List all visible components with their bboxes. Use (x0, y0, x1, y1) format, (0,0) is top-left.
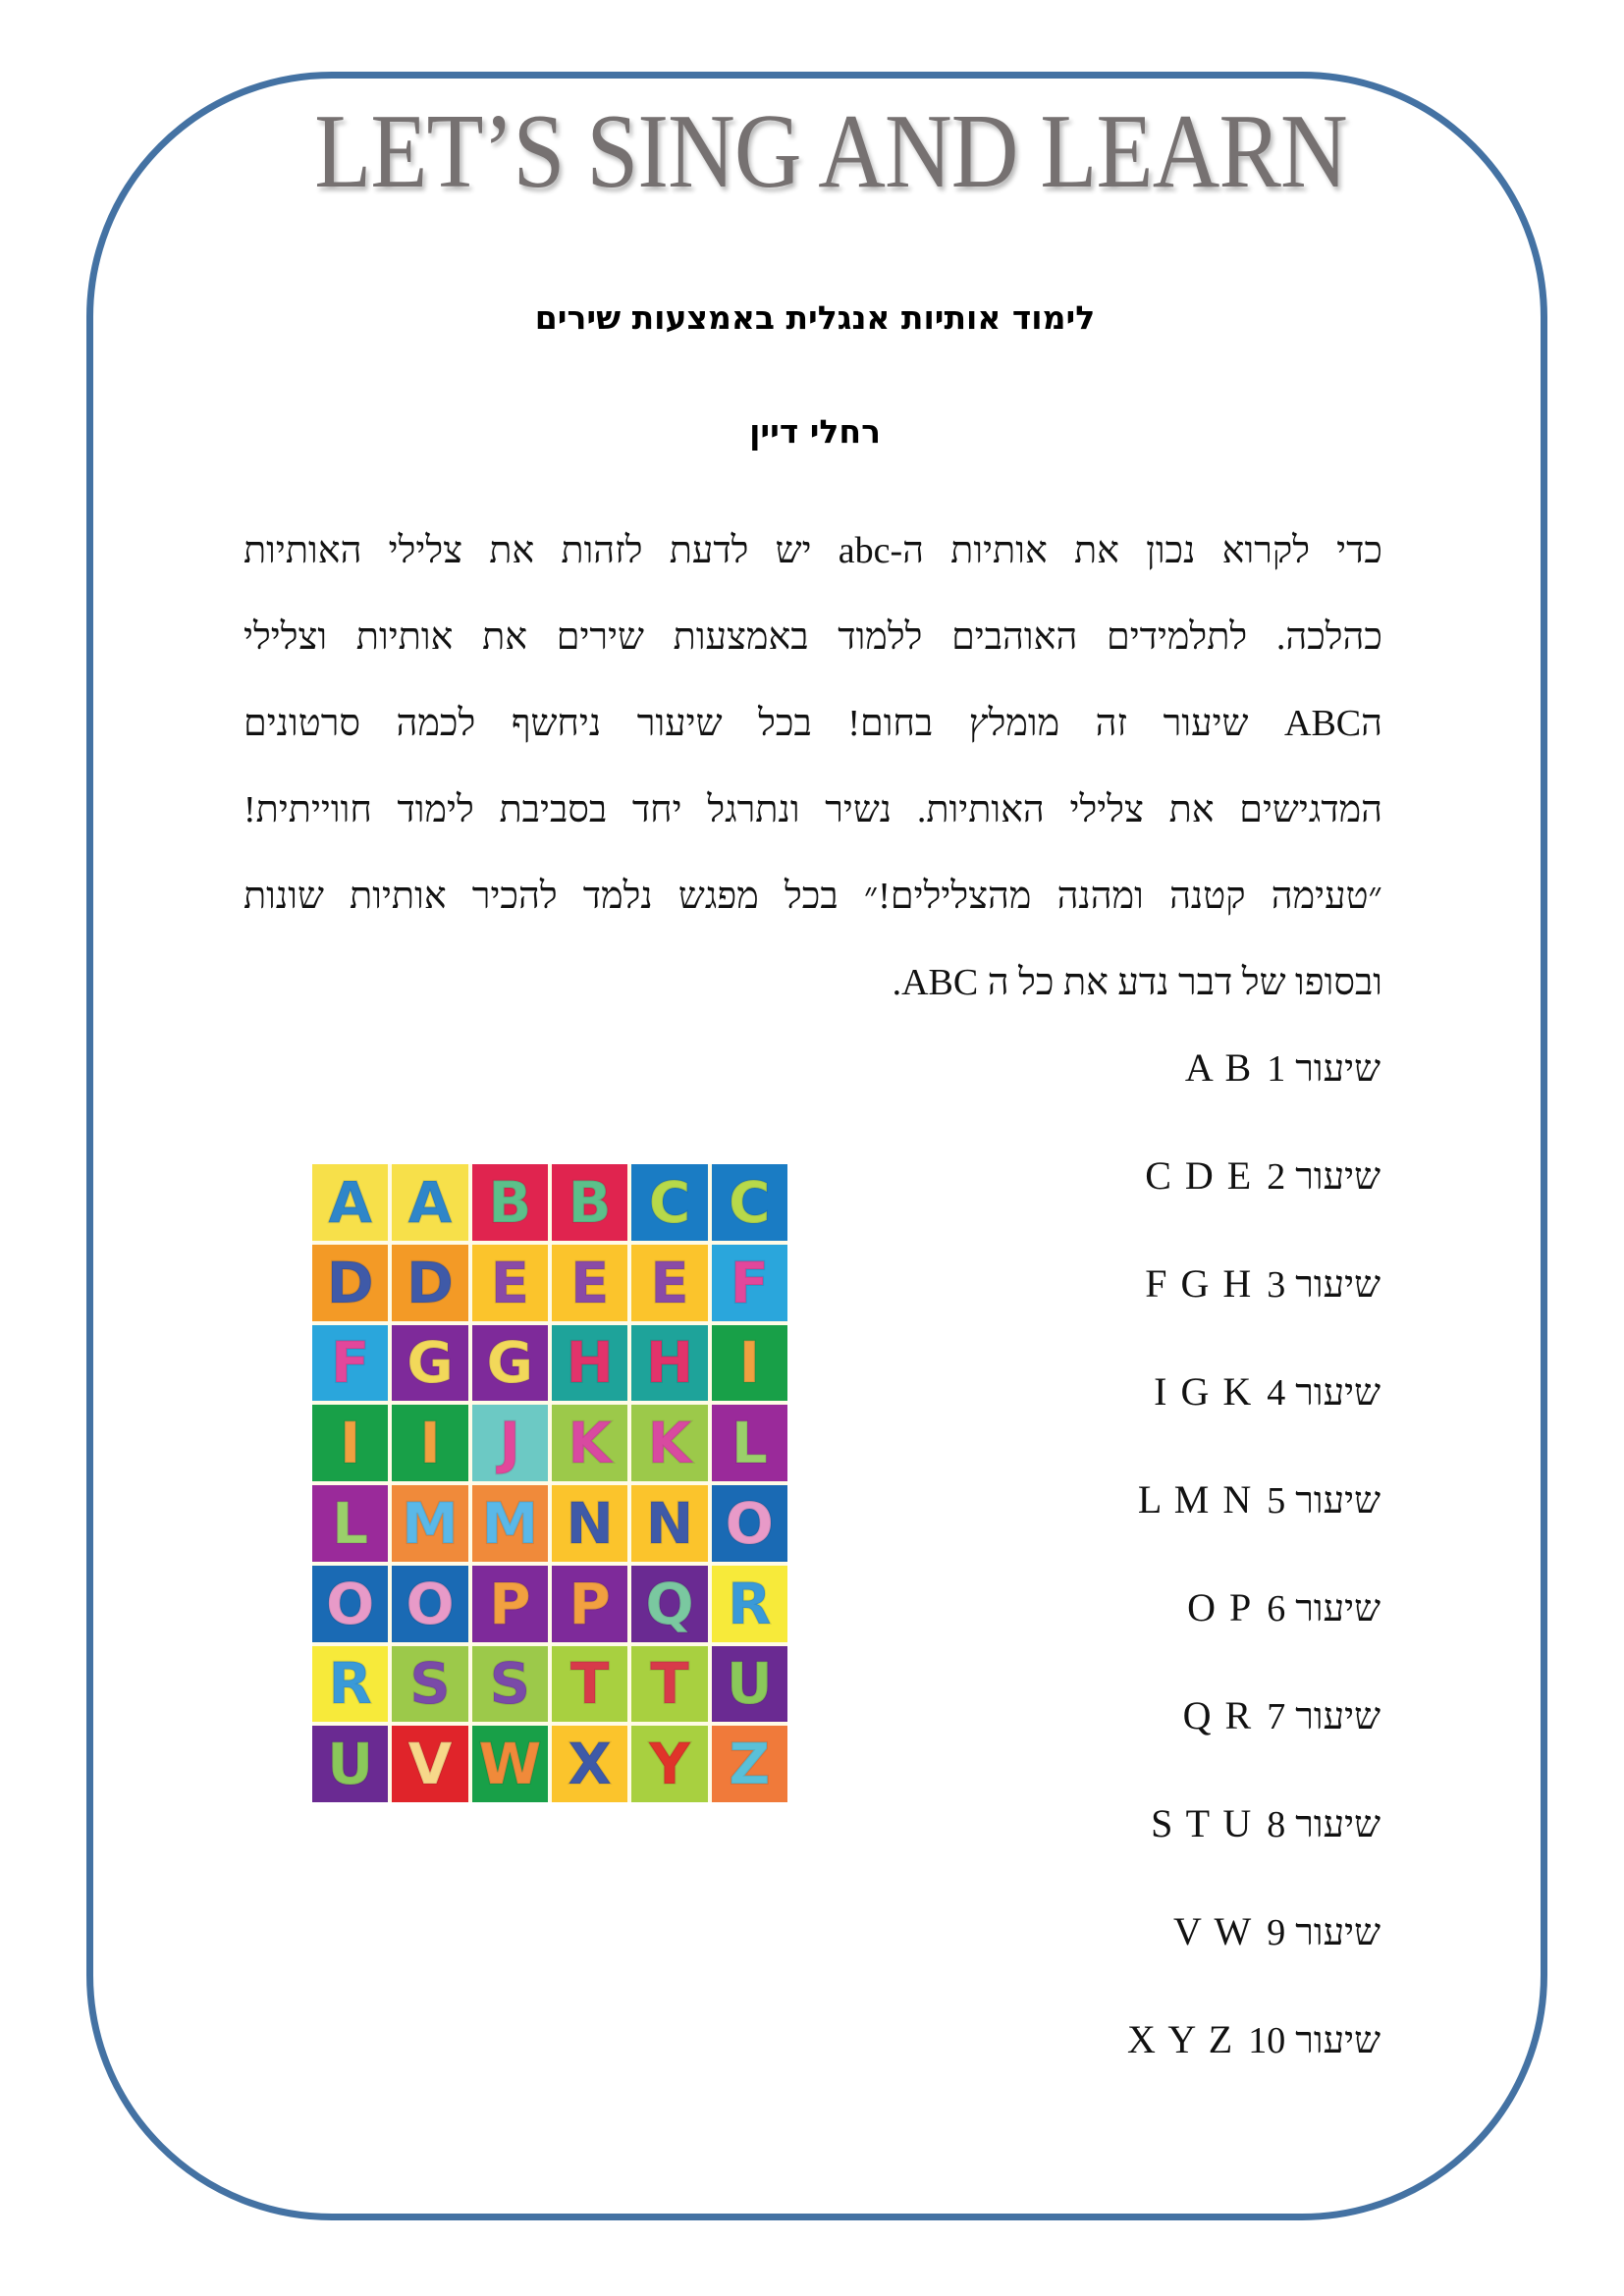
lesson-number: 9 (1267, 1912, 1286, 1953)
lesson-word: שיעור (1295, 1804, 1380, 1845)
alphabet-tiles-image (312, 1164, 787, 1802)
letter-tile: G (472, 1325, 548, 1402)
letter-tile: Q (631, 1566, 707, 1642)
paragraph-line: המדגישים את צלילי האותיות. נשיר ונתרגל יחד בסביבת לימוד חווייתית! (244, 789, 1382, 830)
letter-tile: U (712, 1646, 787, 1723)
lesson-word: שיעור (1295, 2020, 1380, 2061)
letter-tile: P (472, 1566, 548, 1642)
letter-tile: E (631, 1245, 707, 1321)
lesson-letters: I G K (1154, 1369, 1254, 1414)
letter-tile: O (312, 1566, 388, 1642)
paragraph-line: הABC שיעור זה מומלץ בחום! בכל שיעור ניחשף לכמה סרטונים (244, 703, 1382, 744)
lesson-letters: X Y Z (1126, 2017, 1235, 2061)
letter-tile: I (392, 1405, 467, 1481)
letter-tile: A (392, 1164, 467, 1241)
letter-tile: I (712, 1325, 787, 1402)
lesson-list (968, 1039, 1380, 2118)
letter-tile: K (552, 1405, 627, 1481)
letter-tile: F (312, 1325, 388, 1402)
letter-tile: L (312, 1485, 388, 1562)
letter-tile: F (712, 1245, 787, 1321)
letter-tile: N (631, 1485, 707, 1562)
lesson-letters: A B (1184, 1045, 1254, 1090)
lesson-number: 5 (1267, 1480, 1286, 1522)
letter-tile: R (712, 1566, 787, 1642)
letter-tile: T (552, 1646, 627, 1723)
letter-tile: B (472, 1164, 548, 1241)
letter-tile: N (552, 1485, 627, 1562)
lesson-word: שיעור (1295, 1480, 1380, 1522)
letter-tile: G (392, 1325, 467, 1402)
subtitle: לימוד אותיות אנגלית באמצעות שירים (534, 298, 1096, 337)
letter-tile: X (552, 1726, 627, 1802)
letter-tile: L (712, 1405, 787, 1481)
letter-tile: H (552, 1325, 627, 1402)
lesson-letters: O P (1187, 1585, 1254, 1629)
lesson-word: שיעור (1295, 1588, 1380, 1629)
lesson-word: שיעור (1295, 1156, 1380, 1198)
lesson-number: 1 (1267, 1048, 1286, 1090)
lesson-number: 8 (1267, 1804, 1286, 1845)
lesson-word: שיעור (1295, 1048, 1380, 1090)
lesson-item (968, 1362, 1380, 1470)
lesson-item (968, 1147, 1380, 1255)
lesson-item (968, 1902, 1380, 2010)
paragraph-line: כהלכה. לתלמידים האוהבים ללמוד באמצעות שירים את אותיות וצלילי (244, 616, 1382, 658)
lesson-letters: L M N (1137, 1477, 1254, 1522)
letter-tile: A (312, 1164, 388, 1241)
letter-tile: T (631, 1646, 707, 1723)
letter-tile: M (392, 1485, 467, 1562)
letter-tile: V (392, 1726, 467, 1802)
letter-tile: B (552, 1164, 627, 1241)
author-name: רחלי דיין (749, 412, 881, 451)
lesson-letters: V W (1173, 1909, 1254, 1953)
letter-tile: O (712, 1485, 787, 1562)
paragraph-line: ״טעימה קטנה ומהנה מהצלילים!״ בכל מפגש נלמד להכיר אותיות שונות (244, 876, 1382, 917)
lesson-item (968, 2010, 1380, 2118)
lesson-letters: Q R (1182, 1693, 1254, 1737)
lesson-number: 4 (1267, 1372, 1286, 1414)
letter-tile: E (472, 1245, 548, 1321)
lesson-number: 6 (1267, 1588, 1286, 1629)
lesson-item (968, 1686, 1380, 1794)
lesson-letters: F G H (1145, 1261, 1254, 1306)
letter-tile: S (392, 1646, 467, 1723)
lesson-word: שיעור (1295, 1372, 1380, 1414)
letter-tile: S (472, 1646, 548, 1723)
lesson-item (968, 1039, 1380, 1147)
letter-tile: D (312, 1245, 388, 1321)
letter-tile: Y (631, 1726, 707, 1802)
lesson-word: שיעור (1295, 1912, 1380, 1953)
lesson-word: שיעור (1295, 1696, 1380, 1737)
letter-tile: C (631, 1164, 707, 1241)
lesson-item (968, 1255, 1380, 1362)
paragraph-line: ובסופו של דבר נדע את כל ה ABC. (892, 962, 1382, 1003)
letter-tile: K (631, 1405, 707, 1481)
letter-tile: Z (712, 1726, 787, 1802)
letter-tile: C (712, 1164, 787, 1241)
lesson-number: 10 (1248, 2020, 1286, 2061)
letter-tile: J (472, 1405, 548, 1481)
lesson-item (968, 1794, 1380, 1902)
lesson-number: 3 (1267, 1264, 1286, 1306)
lesson-item (968, 1578, 1380, 1686)
letter-tile: O (392, 1566, 467, 1642)
letter-tile: H (631, 1325, 707, 1402)
page-title: LET’S SING AND LEARN (314, 93, 1347, 210)
letter-tile: R (312, 1646, 388, 1723)
letter-tile: P (552, 1566, 627, 1642)
letter-tile: U (312, 1726, 388, 1802)
intro-paragraph (244, 507, 1382, 1026)
lesson-item (968, 1470, 1380, 1578)
lesson-number: 2 (1267, 1156, 1286, 1198)
letter-tile: I (312, 1405, 388, 1481)
letter-tile: D (392, 1245, 467, 1321)
lesson-word: שיעור (1295, 1264, 1380, 1306)
lesson-letters: C D E (1145, 1153, 1254, 1198)
letter-tile: W (472, 1726, 548, 1802)
letter-tile: M (472, 1485, 548, 1562)
lesson-letters: S T U (1151, 1801, 1254, 1845)
letter-tile: E (552, 1245, 627, 1321)
lesson-number: 7 (1267, 1696, 1286, 1737)
paragraph-line: כדי לקרוא נכון את אותיות ה-abc יש לדעת לזהות את צלילי האותיות (244, 530, 1382, 571)
